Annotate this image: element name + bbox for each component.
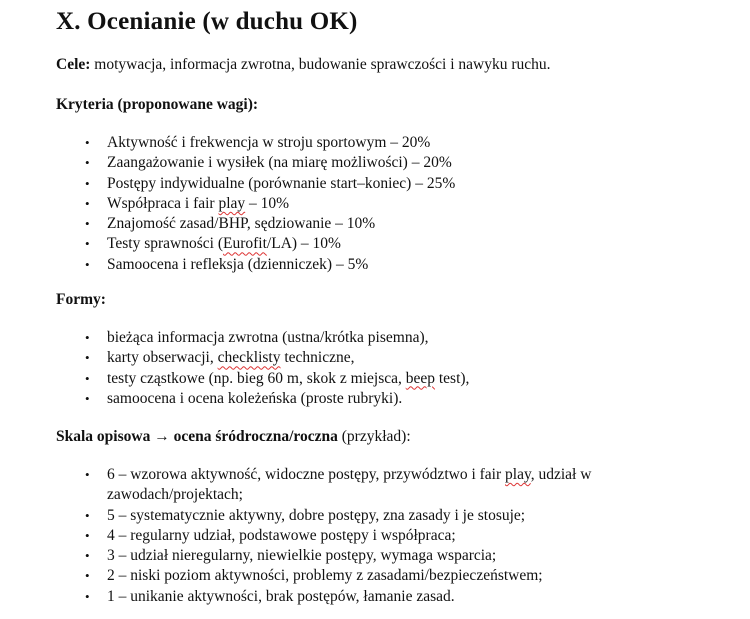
- bullet-icon: •: [85, 568, 90, 584]
- list-item: • 4 – regularny udział, podstawowe postępy i współpraca;: [0, 526, 750, 546]
- forms-heading: Formy:: [56, 291, 106, 308]
- list-item: • Współpraca i fair play – 10%: [0, 194, 750, 214]
- bullet-icon: •: [85, 467, 90, 482]
- list-item: • Postępy indywidualne (porównanie start–koniec) – 25%: [0, 174, 750, 194]
- spellcheck-word: play: [505, 466, 531, 483]
- bullet-icon: •: [85, 548, 90, 564]
- scale-heading-bold: Skala opisowa → ocena śródroczna/roczna: [56, 428, 338, 445]
- list-item: • 5 – systematycznie aktywny, dobre postępy, zna zasady i je stosuje;: [0, 506, 750, 526]
- goals-label: Cele:: [56, 56, 91, 73]
- list-item: • 3 – udział nieregularny, niewielkie postępy, wymaga wsparcia;: [0, 546, 750, 566]
- spellcheck-word: checklisty: [217, 349, 281, 367]
- list-item: • Zaangażowanie i wysiłek (na miarę możliwości) – 20%: [0, 153, 750, 173]
- list-item: • 2 – niski poziom aktywności, problemy z zasadami/bezpieczeństwem;: [0, 566, 750, 586]
- spellcheck-word: play: [218, 194, 246, 212]
- bullet-icon: •: [85, 370, 90, 386]
- bullet-icon: •: [85, 507, 90, 523]
- bullet-icon: •: [85, 216, 90, 232]
- bullet-icon: •: [85, 155, 90, 171]
- bullet-icon: •: [85, 588, 90, 604]
- goals-line: [56, 56, 551, 74]
- list-item: • karty obserwacji, checklisty techniczne,: [0, 348, 750, 368]
- list-item: • 1 – unikanie aktywności, brak postępów, łamanie zasad.: [0, 587, 750, 607]
- bullet-icon: •: [85, 350, 90, 366]
- criteria-list: [0, 133, 750, 275]
- section-title: X. Ocenianie (w duchu OK): [56, 8, 358, 35]
- list-item: • 6 – wzorowa aktywność, widoczne postępy, przywództwo i fair play, udział w zawodach/projektach;: [85, 466, 592, 504]
- scale-heading-rest: (przykład):: [337, 428, 411, 445]
- list-item: • Znajomość zasad/BHP, sędziowanie – 10%: [0, 214, 750, 234]
- list-item: • Testy sprawności (Eurofit/LA) – 10%: [0, 234, 750, 254]
- list-item: • samoocena i ocena koleżeńska (proste rubryki).: [0, 389, 750, 409]
- list-item: • Aktywność i frekwencja w stroju sportowym – 20%: [0, 133, 750, 153]
- list-item: • Samoocena i refleksja (dzienniczek) – 5%: [0, 255, 750, 275]
- spellcheck-word: Eurofit: [223, 235, 267, 253]
- scale-heading: [56, 428, 411, 446]
- list-item: • testy cząstkowe (np. bieg 60 m, skok z miejsca, beep test),: [0, 369, 750, 389]
- bullet-icon: •: [85, 175, 90, 191]
- bullet-icon: •: [85, 236, 90, 252]
- bullet-icon: •: [85, 390, 90, 406]
- goals-text: motywacja, informacja zwrotna, budowanie sprawczości i nawyku ruchu.: [90, 56, 551, 73]
- bullet-icon: •: [85, 135, 90, 150]
- spellcheck-word: beep: [405, 369, 435, 387]
- forms-list: [0, 328, 750, 409]
- bullet-icon: •: [85, 330, 90, 345]
- bullet-icon: •: [85, 527, 90, 543]
- list-item: • bieżąca informacja zwrotna (ustna/krótka pisemna),: [0, 328, 750, 348]
- bullet-icon: •: [85, 195, 90, 211]
- scale-list: [0, 465, 750, 607]
- criteria-heading: Kryteria (proponowane wagi):: [56, 96, 259, 113]
- bullet-icon: •: [85, 256, 90, 272]
